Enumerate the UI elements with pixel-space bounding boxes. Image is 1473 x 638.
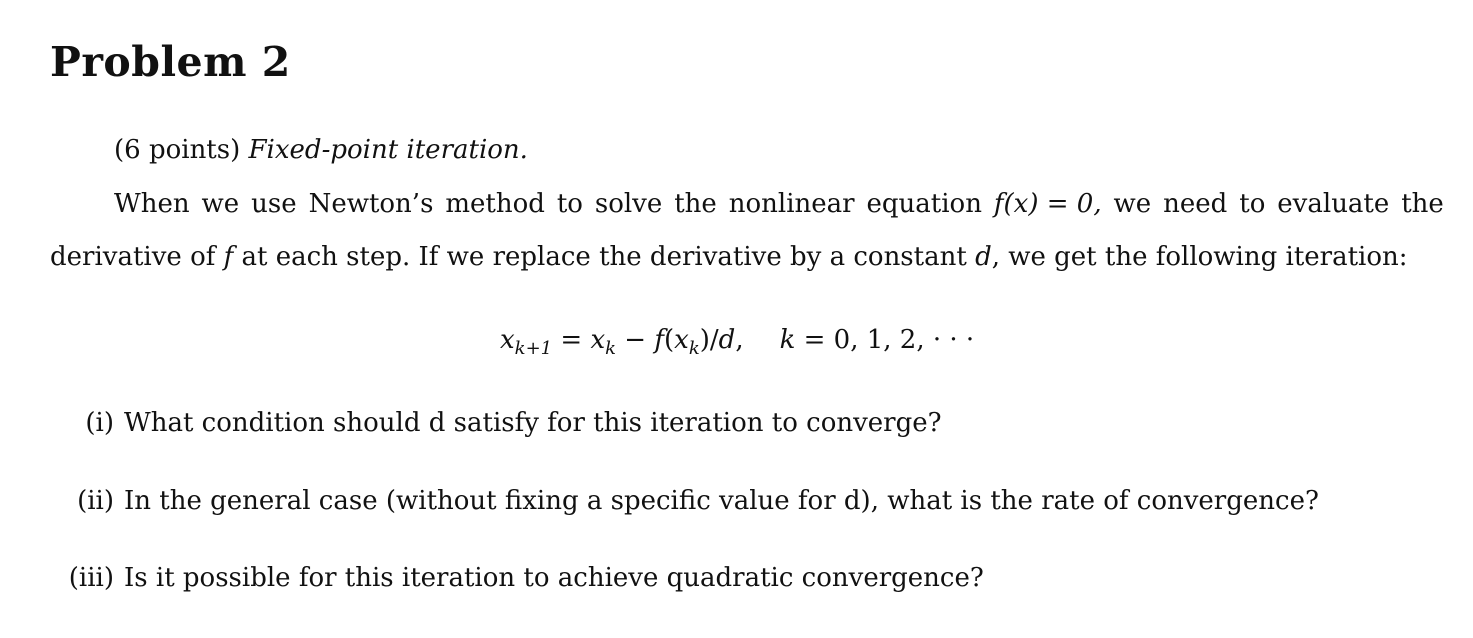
eq-x: x <box>500 325 515 355</box>
question-number: (iii) <box>68 563 114 593</box>
eq-f: f <box>654 325 664 355</box>
paragraph-word: Newton’s <box>308 189 434 219</box>
eq-paren: ( <box>664 325 675 355</box>
eq-d: d <box>718 325 736 355</box>
paragraph-line-2 <box>50 240 1408 274</box>
paragraph-word: method <box>445 189 545 219</box>
question-item <box>52 484 1319 518</box>
paragraph-word: we <box>1113 189 1152 219</box>
eq-sub: k <box>688 338 700 359</box>
paragraph-text: derivative of <box>50 242 224 272</box>
paragraph-text: , we get the following iteration: <box>991 242 1408 272</box>
paragraph-word: equation <box>866 189 982 219</box>
paragraph-word: f(x) = 0, <box>993 189 1102 219</box>
math-d: d <box>975 242 992 272</box>
paragraph-word: to <box>556 189 583 219</box>
eq-x: x <box>674 325 689 355</box>
eq-range: = 0, 1, 2, · · · <box>795 325 975 355</box>
paragraph-word: use <box>251 189 297 219</box>
iteration-equation <box>500 325 975 359</box>
paragraph-line-1 <box>114 187 1444 221</box>
eq-comma: , <box>735 325 744 355</box>
eq-k: k <box>779 325 796 355</box>
question-number: (i) <box>85 408 114 438</box>
question-item <box>52 561 984 595</box>
eq-op: − <box>616 325 655 355</box>
question-number: (ii) <box>77 486 114 516</box>
question-text: In the general case (without fixing a specific value for d), what is the rate of convergence? <box>124 486 1319 516</box>
paragraph-word: solve <box>594 189 663 219</box>
paragraph-word: the <box>1401 189 1444 219</box>
eq-paren: )/ <box>699 325 719 355</box>
paragraph-text: at each step. If we replace the derivative by a constant <box>233 242 976 272</box>
points-label: (6 points) <box>114 135 241 165</box>
question-text: Is it possible for this iteration to achieve quadratic convergence? <box>124 563 984 593</box>
paragraph-word: to <box>1239 189 1266 219</box>
question-item <box>52 406 942 440</box>
math-f: f <box>223 242 234 272</box>
question-text: What condition should d satisfy for this iteration to converge? <box>124 408 942 438</box>
problem-title: Problem 2 <box>50 38 291 86</box>
eq-x: x <box>590 325 606 355</box>
paragraph-word: evaluate <box>1277 189 1390 219</box>
eq-sub: k <box>605 338 617 359</box>
paragraph-word: nonlinear <box>728 189 855 219</box>
paragraph-word: When <box>114 189 190 219</box>
eq-op: = <box>552 325 591 355</box>
topic-label: Fixed-point iteration. <box>248 135 528 165</box>
paragraph-word: we <box>201 189 240 219</box>
points-line <box>114 133 528 167</box>
paragraph-word: the <box>674 189 717 219</box>
eq-sub: k+1 <box>514 338 553 359</box>
paragraph-word: need <box>1163 189 1228 219</box>
